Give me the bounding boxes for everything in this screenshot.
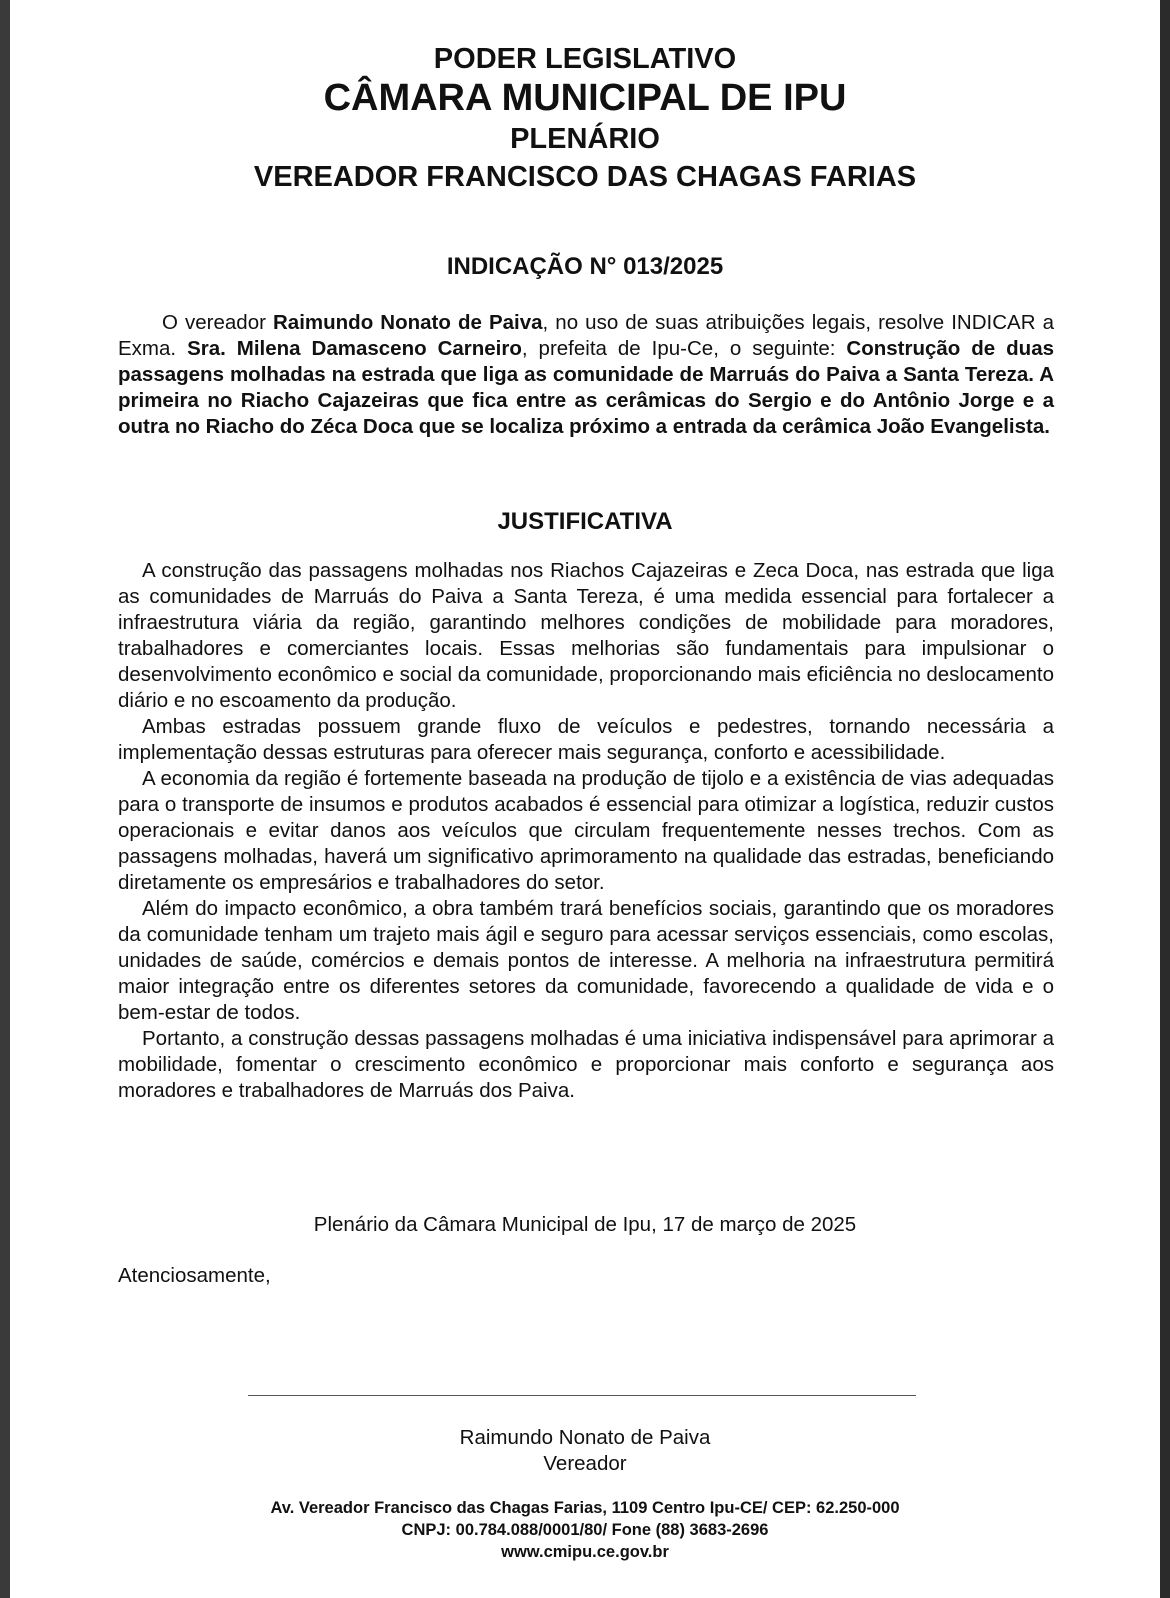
indicacao-request: Construção de duas passagens molhadas na estrada que liga as comunidade de Marruás do Paiva a Santa Tereza. A primeira no Riacho Cajazeiras que fica entre as cerâmicas do Sergio e do Antônio Jorge e a outra no Riacho do Zéca Doca que se localiza próximo a entrada da cerâmica João Evangelista.: [118, 337, 1054, 438]
intro-text-b: , no uso de suas atribuições legais, resolve INDICAR a Exma.: [118, 311, 1054, 360]
vereador-name: Raimundo Nonato de Paiva: [273, 311, 543, 334]
viewer-edge: [1160, 0, 1170, 1598]
intro-text-c: , prefeita de Ipu-Ce, o seguinte:: [521, 337, 847, 360]
header-vereador-plenario: VEREADOR FRANCISCO DAS CHAGAS FARIAS: [253, 161, 917, 193]
justificativa-paragraph: A economia da região é fortemente baseada na produção de tijolo e a existência de vias adequadas para o transporte de insumos e produtos acabados é essencial para otimizar a logística, reduzir custos operacionais e evitar danos aos veículos que circulam frequentemente nesses trechos. Com as passagens molhadas, haverá um significativo aprimoramento na qualidade das estradas, beneficiando diretamente os empresários e trabalhadores do setor.: [118, 767, 1054, 894]
header-poder-legislativo: PODER LEGISLATIVO: [433, 43, 737, 75]
place-and-date: Plenário da Câmara Municipal de Ipu, 17 de março de 2025: [313, 1213, 857, 1236]
footer: [10, 1497, 1160, 1563]
closing-salutation: Atenciosamente,: [118, 1264, 271, 1287]
justificativa-paragraph: A construção das passagens molhadas nos Riachos Cajazeiras e Zeca Doca, nas estrada que liga as comunidades de Marruás do Paiva a Santa Tereza, é uma medida essencial para fortalecer a infraestrutura viária da região, garantindo melhores condições de mobilidade para moradores, trabalhadores e comerciantes locais. Essas melhorias são fundamentais para impulsionar o desenvolvimento econômico e social da comunidade, proporcionando mais eficiência no deslocamento diário e no escoamento da produção.: [118, 559, 1054, 712]
indicacao-paragraph: [118, 310, 1054, 440]
document-page: [10, 0, 1160, 1598]
signer-role: Vereador: [543, 1452, 627, 1475]
footer-cnpj-phone: CNPJ: 00.784.088/0001/80/ Fone (88) 3683-2696: [401, 1521, 769, 1539]
prefeita-name: Sra. Milena Damasceno Carneiro: [187, 337, 522, 360]
justificativa-paragraph: Além do impacto econômico, a obra também trará benefícios sociais, garantindo que os moradores da comunidade tenham um trajeto mais ágil e seguro para acessar serviços essenciais, como escolas, unidades de saúde, comércios e demais pontos de interesse. A melhoria na infraestrutura permitirá maior integração entre os diferentes setores da comunidade, favorecendo a qualidade de vida e o bem-estar de todos.: [118, 897, 1054, 1024]
header-camara-municipal: CÂMARA MUNICIPAL DE IPU: [323, 77, 847, 119]
indicacao-body: [118, 310, 1054, 440]
letterhead: [10, 42, 1160, 196]
justificativa-paragraph: Portanto, a construção dessas passagens molhadas é uma iniciativa indispensável para aprimorar a mobilidade, fomentar o crescimento econômico e proporcionar mais conforto e segurança aos moradores e trabalhadores de Marruás dos Paiva.: [118, 1027, 1054, 1102]
intro-text-a: O vereador: [162, 311, 273, 334]
justificativa-body: [118, 558, 1054, 1104]
justificativa-title: JUSTIFICATIVA: [497, 508, 673, 535]
signer-name: Raimundo Nonato de Paiva: [459, 1426, 711, 1449]
signature-line: [248, 1395, 916, 1396]
indicacao-title: INDICAÇÃO N° 013/2025: [446, 253, 724, 280]
justificativa-paragraph: Ambas estradas possuem grande fluxo de veículos e pedestres, tornando necessária a implementação dessas estruturas para oferecer mais segurança, conforto e acessibilidade.: [118, 715, 1054, 764]
footer-address: Av. Vereador Francisco das Chagas Farias, 1109 Centro Ipu-CE/ CEP: 62.250-000: [270, 1499, 900, 1517]
footer-website: www.cmipu.ce.gov.br: [501, 1543, 669, 1561]
header-plenario: PLENÁRIO: [510, 123, 660, 155]
